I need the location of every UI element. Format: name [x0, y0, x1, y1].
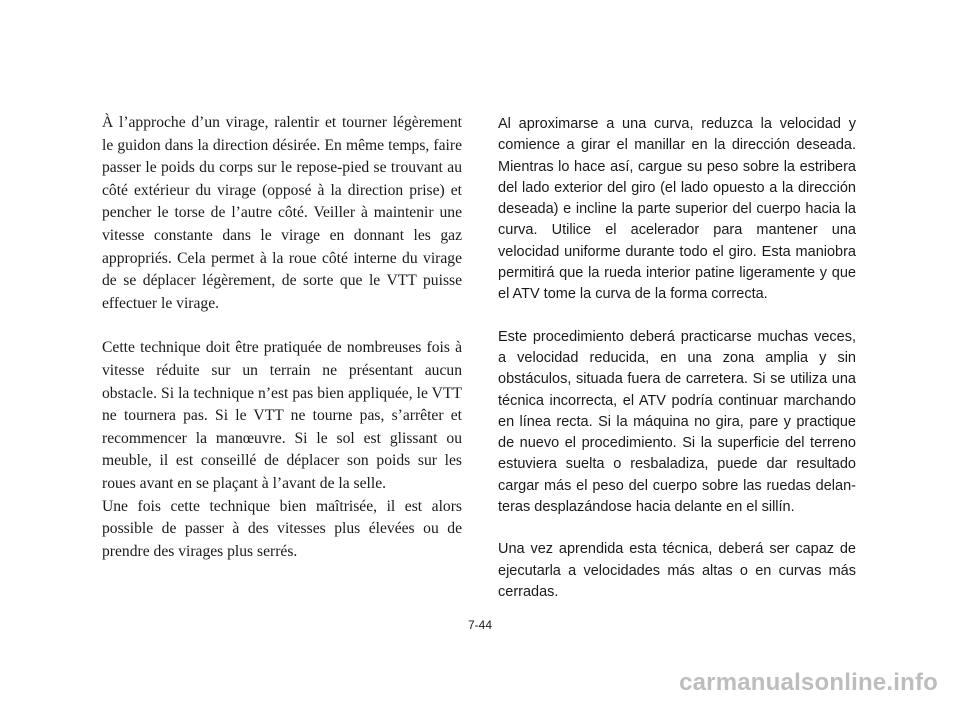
french-paragraph-1: À l’approche d’un virage, ralentir et tourner légèrement le guidon dans la direction désirée. En même temps, faire passer le poids du corps sur le repose-pied se trouvant au côté extérieur du virage (opposé à la direction prise) et pencher le torse de l’autre côté. Veiller à maintenir une vitesse constante dans le virage en donnant les gaz appropriés. Cela permet à la roue côté interne du virage de se déplacer légèrement, de sorte que le VTT puisse effectuer le virage. — [102, 114, 462, 312]
page-number: 7-44 — [467, 618, 493, 632]
french-paragraph-3: Une fois cette technique bien maîtrisée, il est alors possible de passer à des vitesses plus élevées ou de prendre des virages plus serrés. — [102, 497, 462, 560]
watermark: carmanualsonline.info — [679, 669, 938, 696]
spanish-paragraph-3: Una vez aprendida esta técnica, deberá ser capaz de ejecutarla a velocidades más altas o en curvas más cerradas. — [498, 541, 856, 600]
spanish-column — [498, 114, 856, 603]
french-paragraph-2: Cette technique doit être pratiquée de nombreuses fois à vitesse réduite sur un terrain ne présentant aucun obstacle. Si la technique n’est pas bien appliquée, le VTT ne tournera pas. Si le VTT ne tourne pas, s’arrêter et recommencer la manœuvre. Si le sol est glissant ou meuble, il est conseillé de déplacer son poids sur les roues avant en se plaçant à l’avant de la selle. — [102, 339, 462, 492]
french-column — [102, 112, 462, 563]
spanish-paragraph-2: Este procedimiento deberá practicarse muchas veces, a velocidad reducida, en una zona amplia y sin obstáculos, situada fuera de carretera. Si se utiliza una técnica incorrecta, el ATV podría continuar marchando en línea recta. Si la máquina no gira, pare y practique de nuevo el procedimiento. Si la superficie del terreno estuviera suelta o resbaladiza, puede dar resultado cargar más el peso del cuerpo sobre las ruedas delanteras desplazándose hacia delante en el sillín. — [498, 328, 856, 516]
spanish-paragraph-1: Al aproximarse a una curva, reduzca la velocidad y comience a girar el manillar en la dirección deseada. Mientras lo hace así, cargue su peso sobre la estribera del lado exterior del giro (el lado opuesto a la dirección deseada) e incline la parte superior del cuerpo hacia la curva. Utilice el acelerador para mantener una velocidad uniforme durante todo el giro. Esta maniobra permitirá que la rueda interior patine ligeramente y que el ATV tome la curva de la forma correcta. — [498, 116, 856, 303]
